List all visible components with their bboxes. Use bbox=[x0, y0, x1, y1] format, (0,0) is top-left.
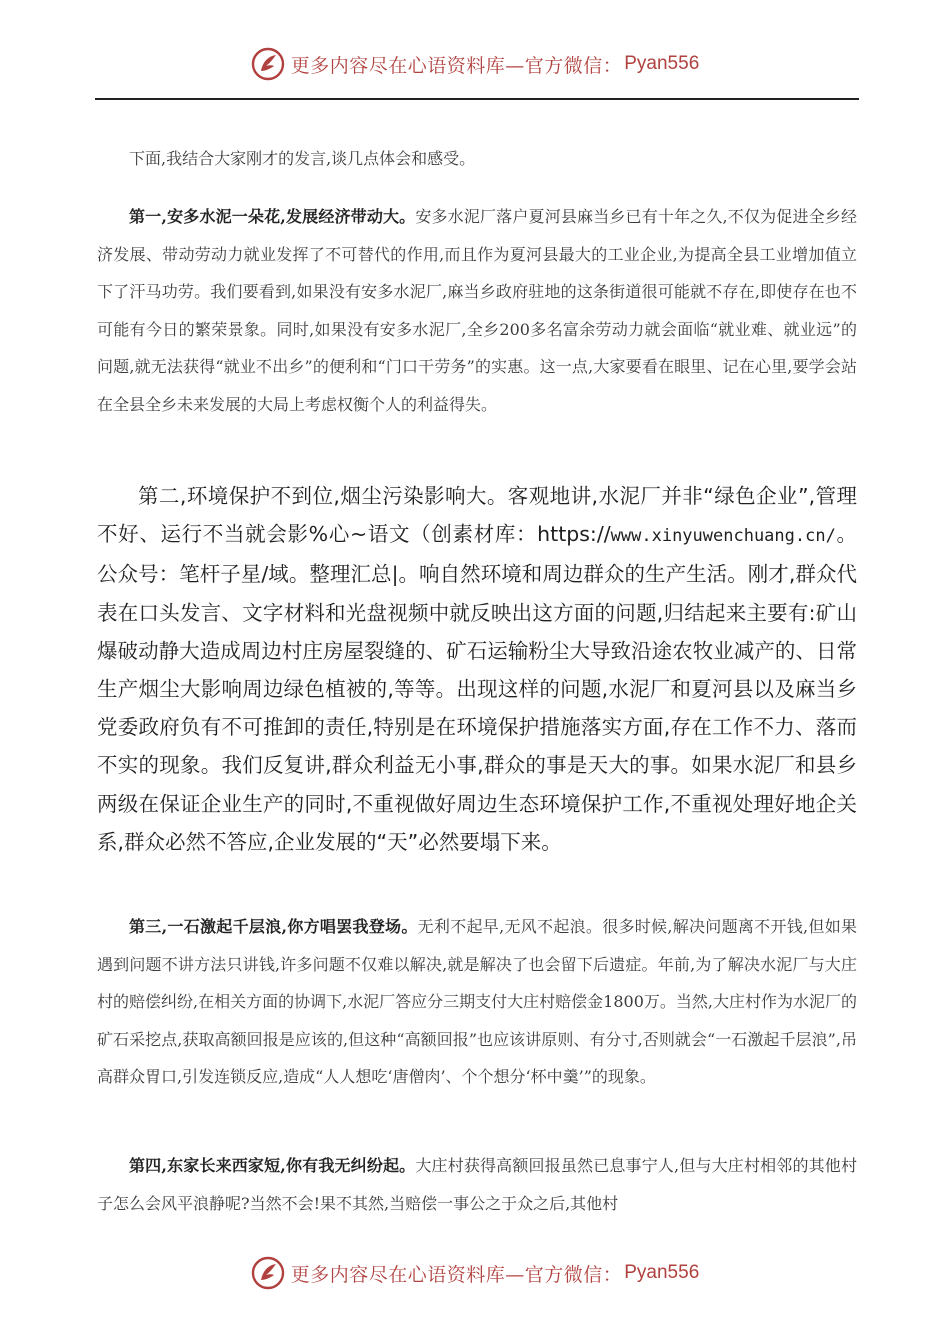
brand-logo-icon bbox=[251, 1256, 285, 1290]
page-header-banner bbox=[0, 44, 950, 84]
paragraph-four-heading: 第四,东家长来西家短,你有我无纠纷起。 bbox=[129, 1156, 416, 1175]
paragraph-one bbox=[97, 198, 857, 423]
paragraph-three-heading: 第三,一石激起千层浪,你方唱罢我登场。 bbox=[129, 917, 418, 936]
paragraph-three bbox=[97, 908, 857, 1096]
header-divider bbox=[95, 98, 859, 100]
footer-wechat-id: Pyan556 bbox=[624, 1262, 700, 1283]
paragraph-two-part2: 。公众号：笔杆子星/域。整理汇总|。响自然环境和周边群众的生产生活。刚才,群众代表在口头发言、文字材料和光盘视频中就反映出这方面的问题,归结起来主要有:矿山爆破动静大造成周边村庄房屋裂缝的、矿石运输粉尘大导致沿途农牧业减产的、日常生产烟尘大影响周边绿色植被的,等等。出现这样的问题,水泥厂和夏河县以及麻当乡党委政府负有不可推卸的责任,特别是在环境保护措施落实方面,存在工作不力、落而不实的现象。我们反复讲,群众利益无小事,群众的事是天大的事。如果水泥厂和县乡两级在保证企业生产的同时,不重视做好周边生态环境保护工作,不重视处理好地企关系,群众必然不答应,企业发展的“天”必然要塌下来。 bbox=[97, 522, 857, 854]
paragraph-two-part1: 第二,环境保护不到位,烟尘污染影响大。客观地讲,水泥厂并非“绿色企业”,管理不好、运行不当就会影%心~语文（创素材库：https:// bbox=[97, 484, 857, 547]
paragraph-four-body: 大庄村获得高额回报虽然已息事宁人,但与大庄村相邻的其他村子怎么会风平浪静呢?当然不会!果不其然,当赔偿一事公之于众之后,其他村 bbox=[97, 1156, 857, 1213]
header-banner-text: 更多内容尽在心语资料库—官方微信： bbox=[290, 54, 623, 77]
paragraph-two-url: www.xinyuwenchuang.cn/ bbox=[610, 526, 836, 547]
page-footer-banner bbox=[0, 1253, 950, 1293]
paragraph-one-body: 安多水泥厂落户夏河县麻当乡已有十年之久,不仅为促进全乡经济发展、带动劳动力就业发挥了不可替代的作用,而且作为夏河县最大的工业企业,为提高全县工业增加值立下了汗马功劳。我们要看到,如果没有安多水泥厂,麻当乡政府驻地的这条街道很可能就不存在,即使存在也不可能有今日的繁荣景象。同时,如果没有安多水泥厂,全乡200多名富余劳动力就会面临“就业难、就业远”的问题,就无法获得“就业不出乡”的便利和“门口干劳务”的实惠。这一点,大家要看在眼里、记在心里,要学会站在全县全乡未来发展的大局上考虑权衡个人的利益得失。 bbox=[97, 207, 857, 414]
paragraph-four bbox=[97, 1147, 857, 1222]
header-wechat-id: Pyan556 bbox=[624, 53, 700, 74]
intro-text: 下面,我结合大家刚才的发言,谈几点体会和感受。 bbox=[129, 149, 476, 168]
footer-banner-text: 更多内容尽在心语资料库—官方微信： bbox=[290, 1263, 623, 1286]
paragraph-three-body: 无利不起早,无风不起浪。很多时候,解决问题离不开钱,但如果遇到问题不讲方法只讲钱,许多问题不仅难以解决,就是解决了也会留下后遗症。年前,为了解决水泥厂与大庄村的赔偿纠纷,在相关方面的协调下,水泥厂答应分三期支付大庄村赔偿金1800万。当然,大庄村作为水泥厂的矿石采挖点,获取高额回报是应该的,但这种“高额回报”也应该讲原则、有分寸,否则就会“一石激起千层浪”,吊高群众胃口,引发连锁反应,造成“人人想吃‘唐僧肉’、个个想分‘杯中羹’”的现象。 bbox=[97, 917, 857, 1086]
paragraph-one-heading: 第一,安多水泥一朵花,发展经济带动大。 bbox=[129, 207, 416, 226]
brand-logo-icon bbox=[251, 47, 285, 81]
paragraph-two bbox=[97, 477, 857, 861]
intro-paragraph bbox=[97, 140, 475, 178]
